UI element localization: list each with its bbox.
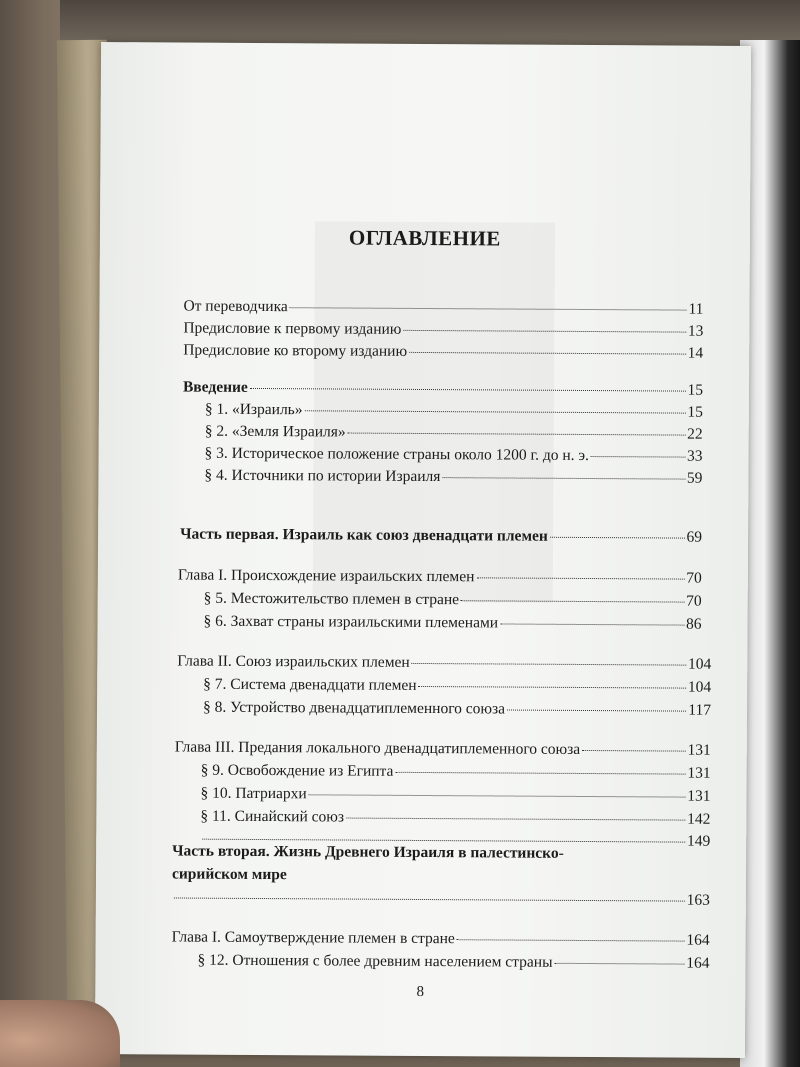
toc-entry: Предисловие ко второму изданию 14	[183, 341, 704, 362]
toc-entry: 163	[172, 888, 710, 909]
thumb	[0, 1000, 120, 1067]
toc-entry: Предисловие к первому изданию 13	[183, 319, 704, 340]
toc-entry: Глава I. Самоутверждение племен в стране 164	[171, 928, 710, 949]
toc-entry: § 4. Источники по истории Израиля 59	[204, 466, 703, 487]
toc-entry: Глава II. Союз израильских племен 104	[177, 652, 712, 673]
toc-entry: Глава III. Предания локального двенадцатиплеменного союза 131	[174, 738, 711, 759]
toc-entry-part-two-line2: сирийском мире	[171, 865, 287, 884]
toc-entry: § 10. Патриархи 131	[200, 784, 711, 805]
toc-entry-part-two-line1: Часть вторая. Жизнь Древнего Израиля в палестинско-	[172, 842, 564, 862]
book-page	[95, 42, 751, 1058]
toc-entry: § 8. Устройство двенадцатиплеменного союза 117	[202, 698, 712, 719]
toc-entry: § 9. Освобождение из Египта 131	[200, 761, 711, 782]
toc-entry: Введение 15	[182, 378, 704, 399]
toc-entry: § 3. Историческое положение страны около 1200 г. до н. э. 33	[204, 444, 703, 465]
toc-entry: § 6. Захват страны израильскими племенами 86	[203, 612, 702, 633]
toc-entry: Глава I. Происхождение израильских племен 70	[177, 566, 702, 587]
toc-entry: § 2. «Земля Израиля» 22	[204, 422, 703, 443]
page-title: ОГЛАВЛЕНИЕ	[348, 225, 501, 251]
toc-entry: § 5. Местожительство племен в стране 70	[203, 589, 702, 610]
toc-entry: § 11. Синайский союз 142	[200, 807, 711, 828]
toc-entry: § 1. «Израиль» 15	[204, 400, 703, 421]
toc-entry: § 7. Система двенадцати племен 104	[203, 675, 712, 696]
toc-entry: 149	[200, 830, 710, 851]
toc-entry: Часть первая. Израиль как союз двенадцати племен 69	[180, 525, 703, 546]
toc-entry: От переводчика 11	[183, 297, 704, 318]
toc-entry: § 12. Отношения с более древним населением страны 164	[197, 951, 710, 972]
page-number: 8	[416, 983, 425, 1001]
